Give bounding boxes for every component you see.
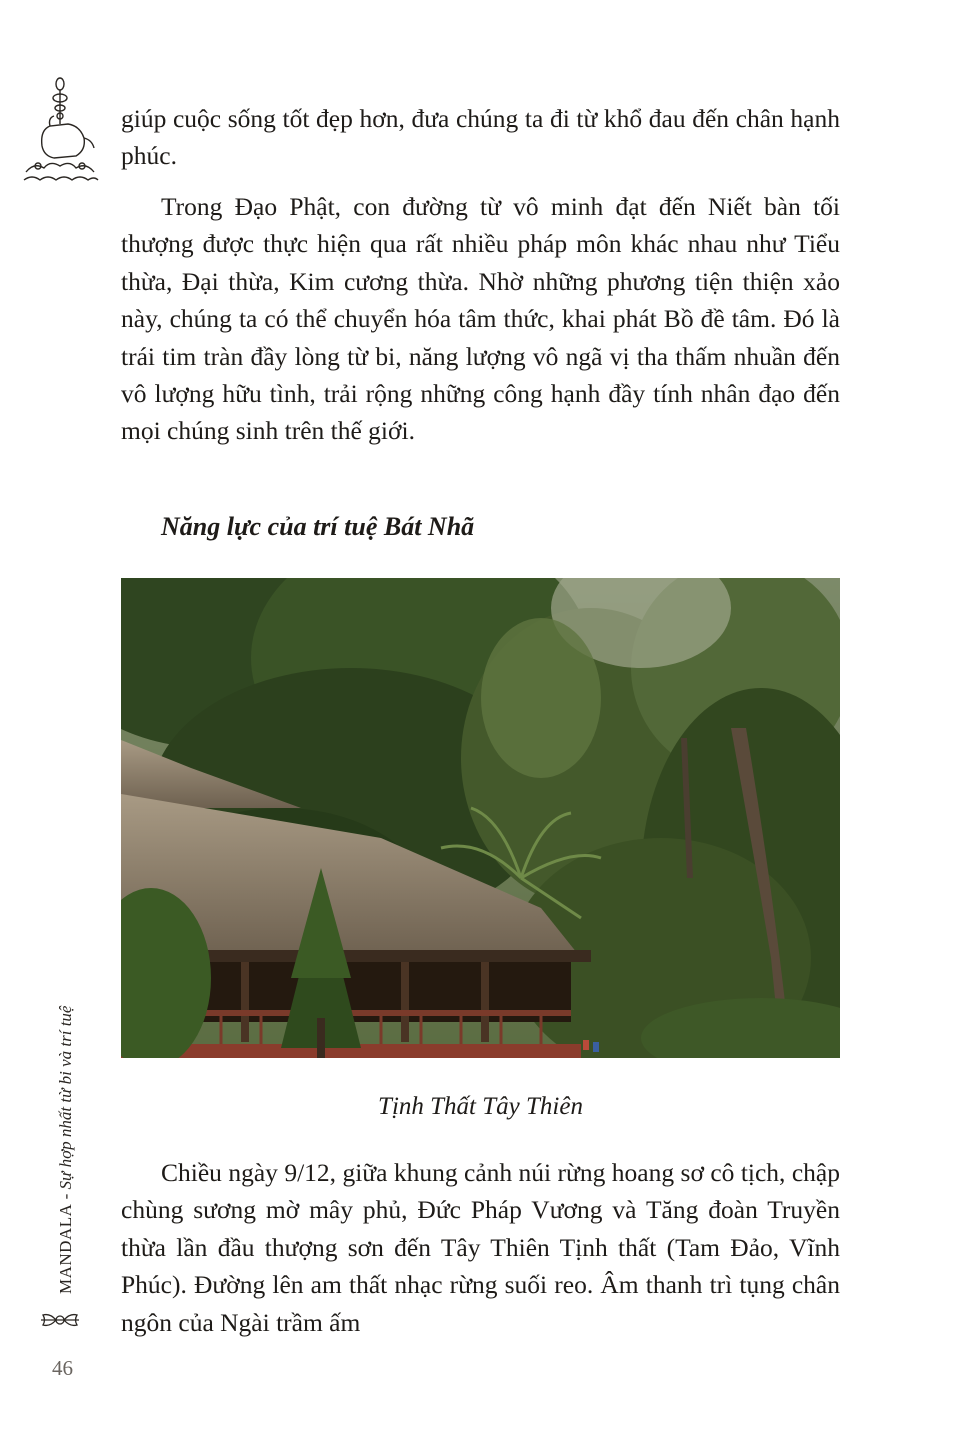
page-number: 46 <box>52 1356 73 1380</box>
body-paragraph-3: Chiều ngày 9/12, giữa khung cảnh núi rừng hoang sơ cô tịch, chập chùng sương mờ mây phủ, Đức Pháp Vương và Tăng đoàn Truyền thừa lần đầu thượng sơn đến Tây Thiên Tịnh thất (Tam Đảo, Vĩnh Phúc). Đường lên am thất nhạc rừng suối reo. Âm thanh trì tụng chân ngôn của Ngài trầm ấm <box>121 1158 840 1337</box>
double-vajra-icon <box>40 1309 80 1331</box>
body-paragraph-2: Trong Đạo Phật, con đường từ vô minh đạt đến Niết bàn tối thượng được thực hiện qua rất nhiều pháp môn khác nhau như Tiểu thừa, Đại thừa, Kim cương thừa. Nhờ những phương tiện thiện xảo này, chúng ta có thể chuyển hóa tâm thức, khai phát Bồ đề tâm. Đó là trái tim tràn đầy lòng từ bi, năng lượng vô ngã vị tha thấm nhuần đến vô lượng hữu tình, trải rộng những công hạnh đầy tính nhân đạo đến mọi chúng sinh trên thế giới. <box>121 192 840 446</box>
running-title-text: Sự hợp nhất từ bi và trí tuệ <box>56 1005 75 1190</box>
vajra-hand-lotus-icon <box>20 76 102 186</box>
running-title <box>56 1006 76 1294</box>
running-title-brand: MANDALA <box>56 1203 75 1294</box>
running-title-separator: - <box>56 1189 75 1204</box>
body-paragraph-1: giúp cuộc sống tốt đẹp hơn, đưa chúng ta đi từ khổ đau đến chân hạnh phúc. <box>121 104 840 171</box>
photo-caption: Tịnh Thất Tây Thiên <box>378 1093 583 1120</box>
hermitage-forest-photo <box>121 578 840 1058</box>
section-heading: Năng lực của trí tuệ Bát Nhã <box>161 512 475 541</box>
